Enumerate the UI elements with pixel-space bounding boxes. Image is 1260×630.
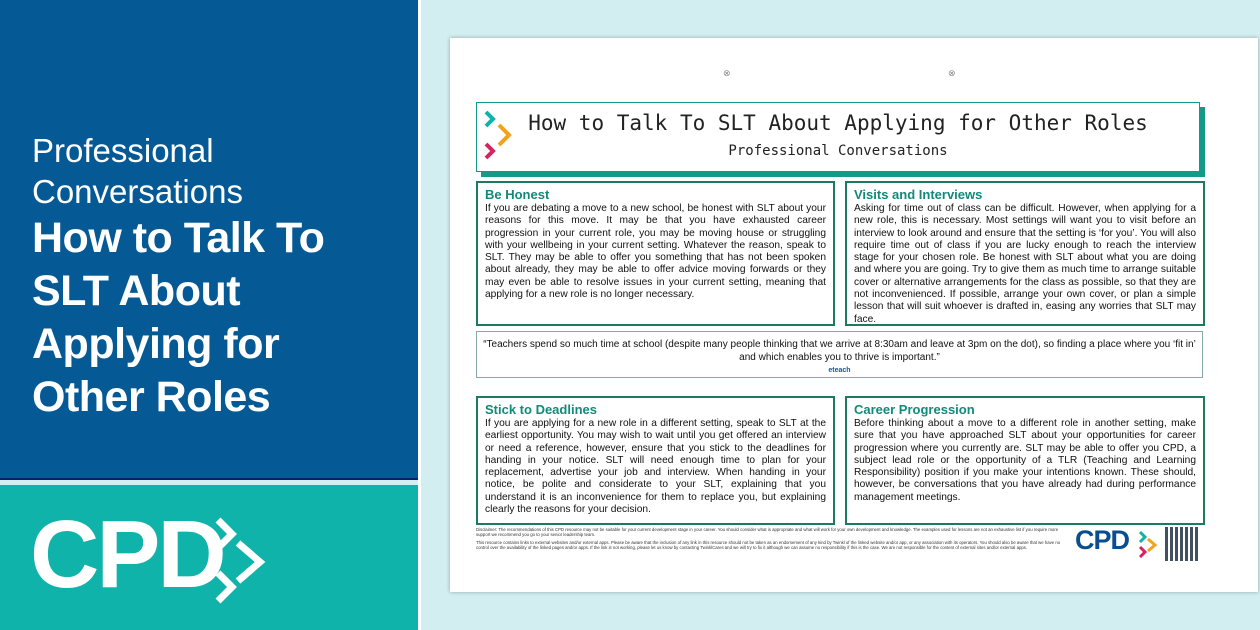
- section-deadlines: [476, 396, 835, 525]
- document-header: [476, 102, 1200, 172]
- section-heading: Visits and Interviews: [854, 187, 983, 202]
- divider: [418, 0, 421, 630]
- banner-subtitle: Professional Conversations: [32, 132, 243, 210]
- section-body: If you are debating a move to a new school, be honest with SLT about your reasons for this move. It may be that you have exhausted career progression in your current role, you may be moving house or struggling with your wellbeing in your current setting. Whatever the reason, speak to SLT. They may be able to offer you something that has not been spoken about already, they may be able to offer advice moving forwards or they may even be able to resolve issues in your current setting, meaning that applying for a new role is no longer necessary.: [485, 203, 826, 301]
- qr-code: [1165, 527, 1199, 561]
- cpd-logo: CPD: [30, 501, 224, 608]
- document-subtitle: Professional Conversations: [728, 143, 948, 159]
- banner-title: How to Talk To SLT About Applying for Other Roles: [32, 214, 325, 421]
- chevron-logo-icon: [1138, 530, 1160, 558]
- disclaimer-text: Disclaimer: The recommendations of this CPD resource may not be suitable for your current development stage in your career. You should consider what is appropriate and what will work for your own development and knowledge. The examples used for lessons are not an exhaustive list if you require more support we recommend you go to your senior leadership team.: [476, 527, 1059, 538]
- disclaimer-text: This resource contains links to external websites and/or external apps. Please be aware that the inclusion of any link in this resource should not be taken as an endorsement of any kind by Twinkl of the linked website and/or app, or any association with its operators. You should also be aware that we have no control over the availability of the linked pages and/or apps. If the link is not working, please let us know by contacting TwinklCares and we will try to fix it although we can assume no responsibility if this is the case. We are not responsible for the content of external sites and/or external apps.: [476, 539, 1061, 551]
- chevron-arrows-icon: [210, 515, 270, 605]
- document-preview: [450, 38, 1258, 592]
- section-heading: Be Honest: [485, 187, 550, 202]
- section-body: Before thinking about a move to a different role in another setting, make sure that you have approached SLT about your opportunities for career progression where you currently are. SLT may be able to offer you CPD, a subject lead role or the opportunity of a TLR (Teaching and Learning Responsibility) position if you make your intentions known. These should, however, be conversations that you have already had during performance management meetings.: [854, 418, 1196, 503]
- section-heading: Career Progression: [854, 402, 975, 417]
- section-body: Asking for time out of class can be difficult. However, when applying for a new role, this is necessary. Most settings will want you to visit before an interview to look around and ensure that the setting is ‘for you’. You will also require time out of class if you are lucky enough to reach the interview stage for your chosen role. Be honest with SLT about what you are doing and where you are going. Try to give them as much time to arrange suitable cover or alternative arrangements for the class as possible, so that they are not inconvenienced. If possible, arrange your own cover, or plan a simple lesson that will suit whoever is drafted in, easing any worries that SLT may face.: [854, 203, 1196, 325]
- disclaimer: [476, 527, 1066, 553]
- cpd-logo-small: CPD: [1075, 525, 1130, 555]
- pin-icon: ⊗: [723, 68, 731, 78]
- section-body: If you are applying for a new role in a different setting, speak to SLT at the earliest opportunity. You may wish to wait until you get offered an interview or need a reference, however, ensure that you stick to the deadlines for handing in your notice. SLT will need enough time to plan for your replacement, advertise your job and interview. When handing in your notice, be polite and considerate to your SLT, explaining that you understand it is an inconvenience for them to replace you, but explaining clearly the reasons for your decision.: [485, 418, 826, 516]
- quote-source: eteach: [828, 367, 851, 374]
- document-title: How to Talk To SLT About Applying for Other Roles: [528, 111, 1148, 135]
- section-career: [845, 396, 1205, 525]
- quote-box: [476, 331, 1203, 378]
- pin-icon: ⊗: [948, 68, 956, 78]
- quote-text: “Teachers spend so much time at school (despite many people thinking that we arrive at 8:30am and leave at 3pm on the dot), so finding a place where you ‘fit in’ and which enables you to thrive is important.”: [483, 339, 1196, 363]
- section-visits: [845, 181, 1205, 326]
- section-be-honest: [476, 181, 835, 326]
- section-heading: Stick to Deadlines: [485, 402, 597, 417]
